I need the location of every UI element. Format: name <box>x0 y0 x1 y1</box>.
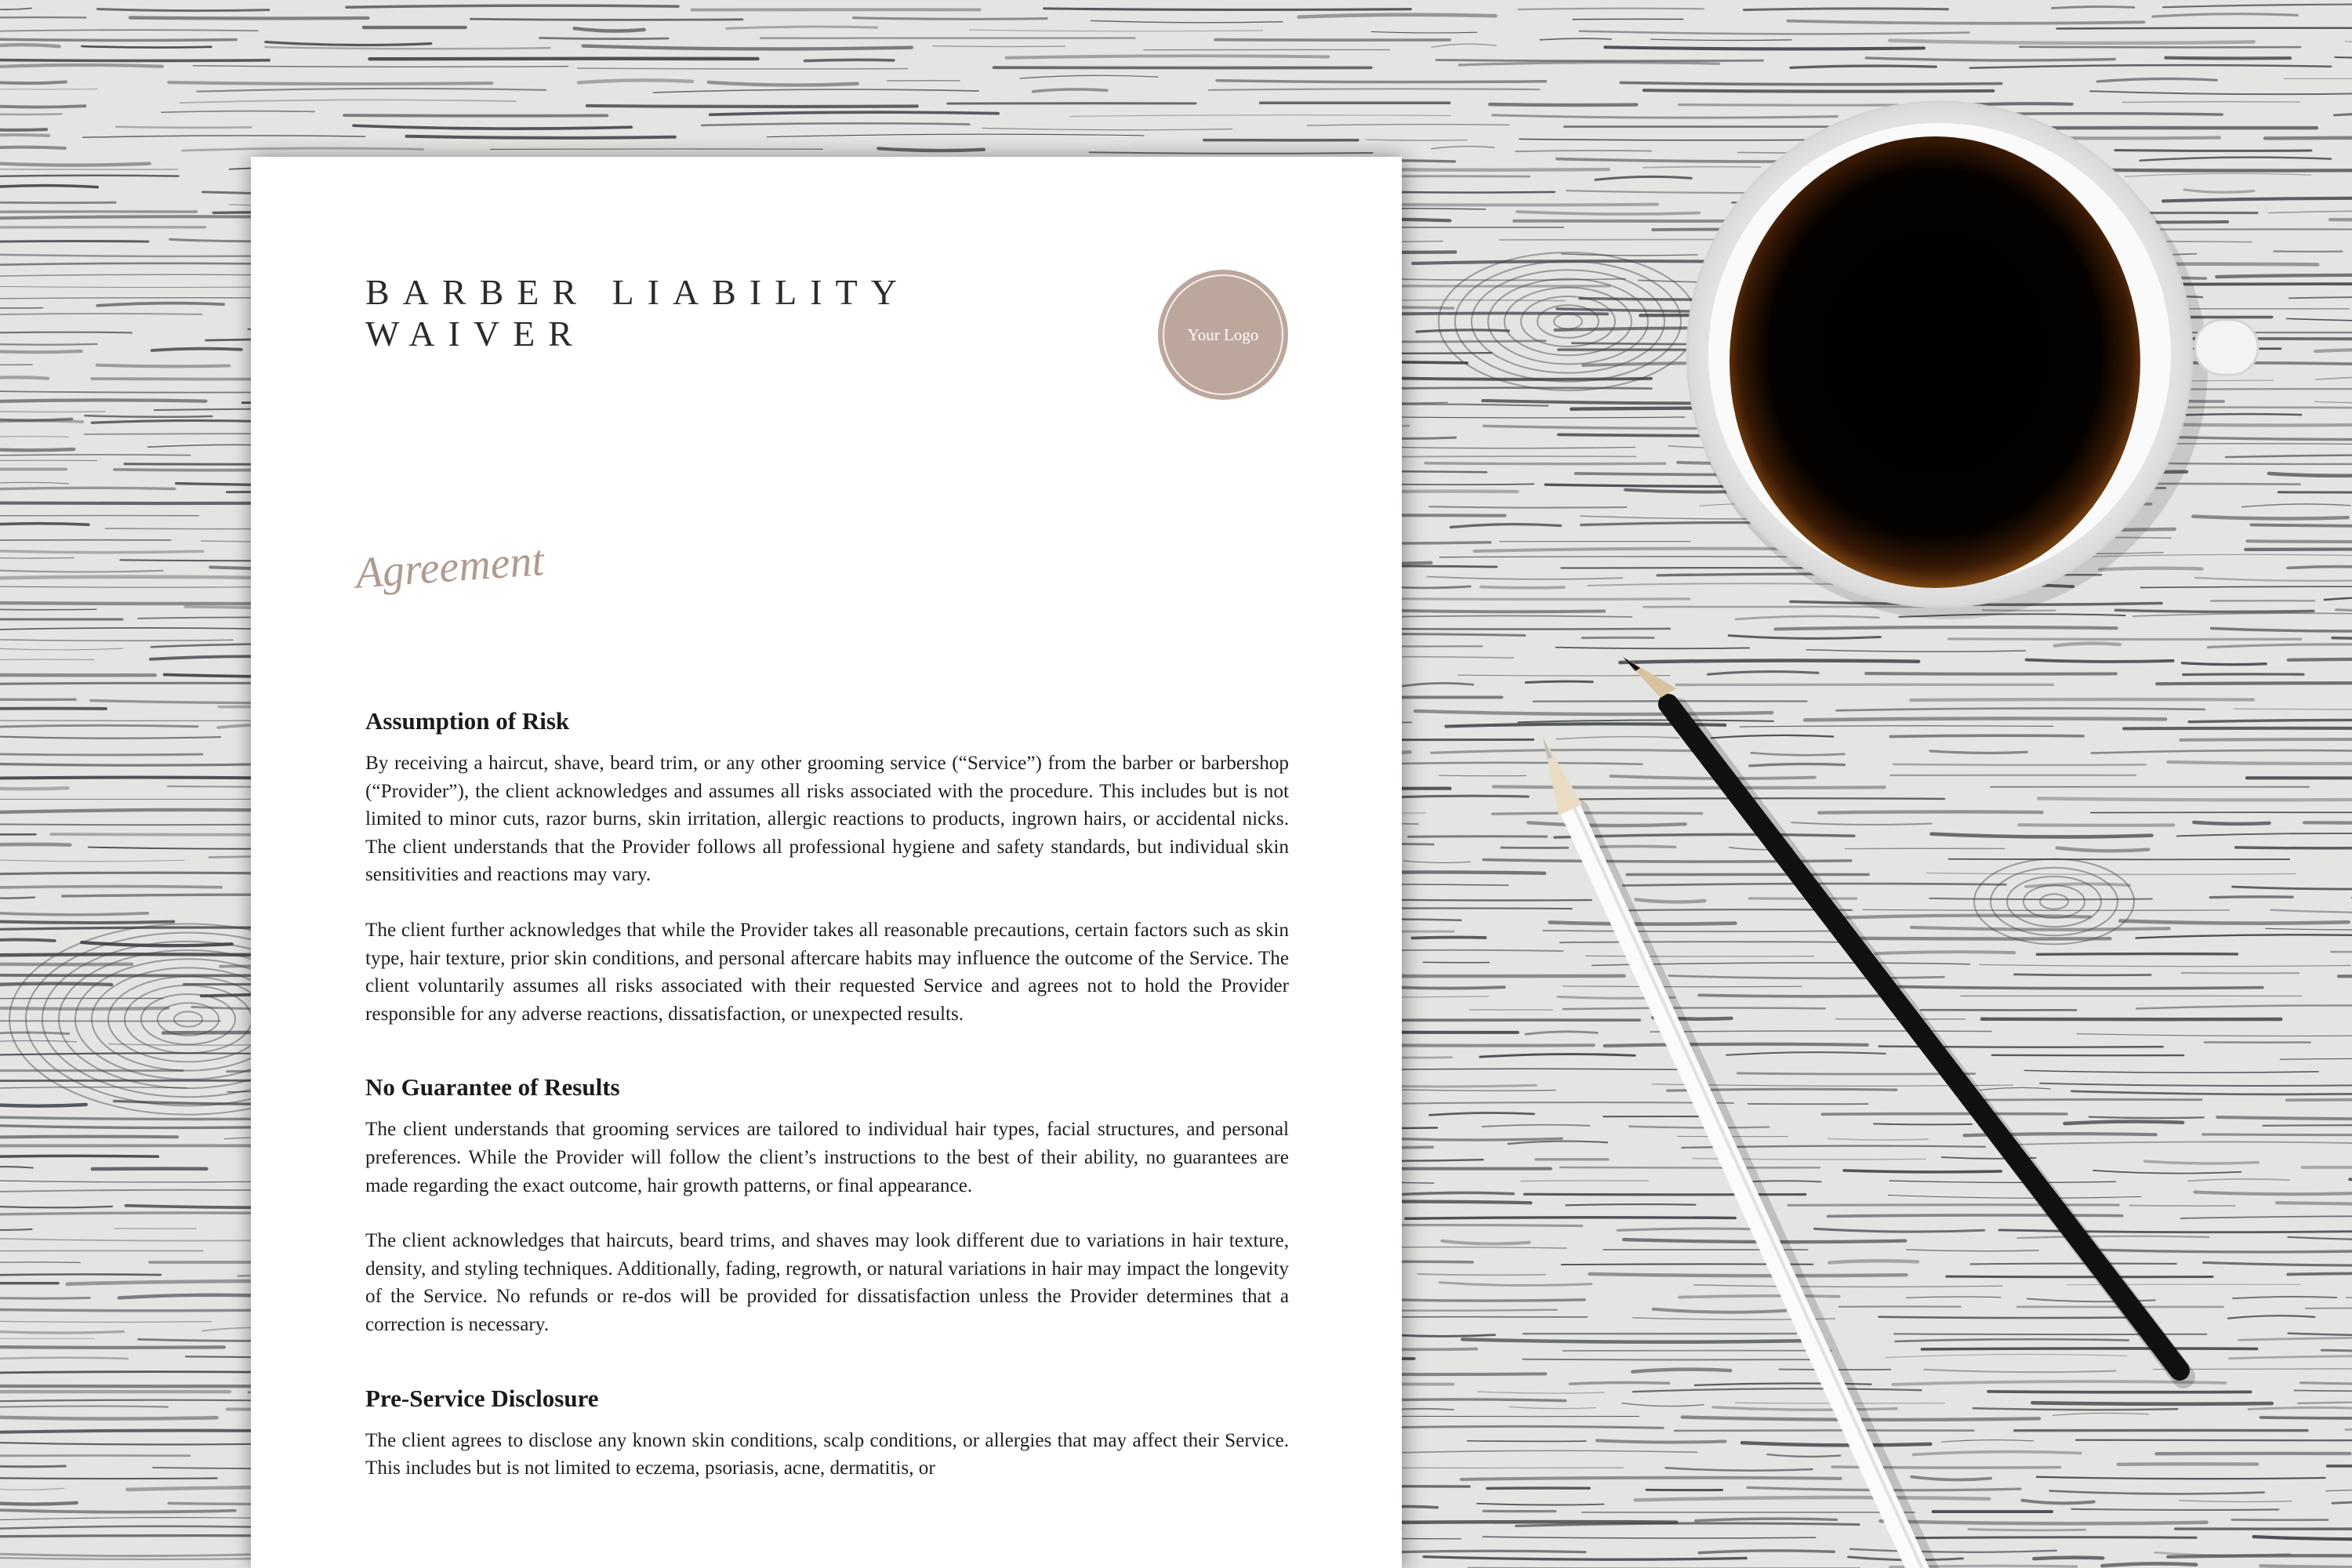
logo-placeholder <box>1158 270 1288 400</box>
black-pencil <box>1623 657 2183 1377</box>
document-title <box>365 271 1149 354</box>
section-heading: No Guarantee of Results <box>365 1073 620 1102</box>
section-paragraph: The client agrees to disclose any known skin conditions, scalp conditions, or allergies that may affect their Service. This includes but is not limited to eczema, psoriasis, acne, dermatitis, or <box>365 1429 1289 1479</box>
section-paragraph: The client further acknowledges that while the Provider takes all reasonable precautions, certain factors such as skin type, hair texture, prior skin conditions, and personal aftercare habits may influence the outcome of the Service. The client voluntarily assumes all risks associated with their requested Service and agrees not to hold the Provider responsible for any adverse reactions, dissatisfaction, or unexpected results. <box>365 919 1289 1025</box>
white-pencil <box>1543 737 1929 1568</box>
section-assumption-of-risk <box>365 706 1289 1028</box>
document-body <box>365 706 1289 1526</box>
section-heading: Pre-Service Disclosure <box>365 1384 599 1412</box>
logo-text: Your Logo <box>1187 325 1259 344</box>
agreement-script-text: Agreement <box>354 536 546 598</box>
section-paragraph: The client acknowledges that haircuts, beard trims, and shaves may look different due to variations in hair texture, density, and styling techniques. Additionally, fading, regrowth, or natural variations in hair may impact the longevity of the Service. No refunds or re-dos will be provided for dissatisfaction unless the Provider determines that a correction is necessary. <box>365 1230 1289 1335</box>
document-sheet <box>251 157 1402 1568</box>
agreement-script-subtitle <box>348 525 583 619</box>
title-line-1: BARBER LIABILITY <box>365 272 910 312</box>
title-line-2: WAIVER <box>365 314 586 354</box>
section-paragraph: By receiving a haircut, shave, beard trim, or any other grooming service (“Service”) from the barber or barbershop (“Provider”), the client acknowledges and assumes all risks associated with the procedure. This includes but is not limited to minor cuts, razor burns, skin irritation, allergic reactions to products, ingrown hairs, or accidental nicks. The client understands that the Provider follows all professional hygiene and safety standards, but individual skin sensitivities and reactions may vary. <box>365 753 1289 886</box>
section-no-guarantee-of-results <box>365 1072 1289 1338</box>
section-pre-service-disclosure <box>365 1383 1289 1483</box>
section-paragraph: The client understands that grooming services are tailored to individual hair types, facial structures, and personal preferences. While the Provider will follow the client’s instructions to the best of their ability, no guarantees are made regarding the exact outcome, hair growth patterns, or final appearance. <box>365 1119 1289 1196</box>
section-heading: Assumption of Risk <box>365 707 570 735</box>
